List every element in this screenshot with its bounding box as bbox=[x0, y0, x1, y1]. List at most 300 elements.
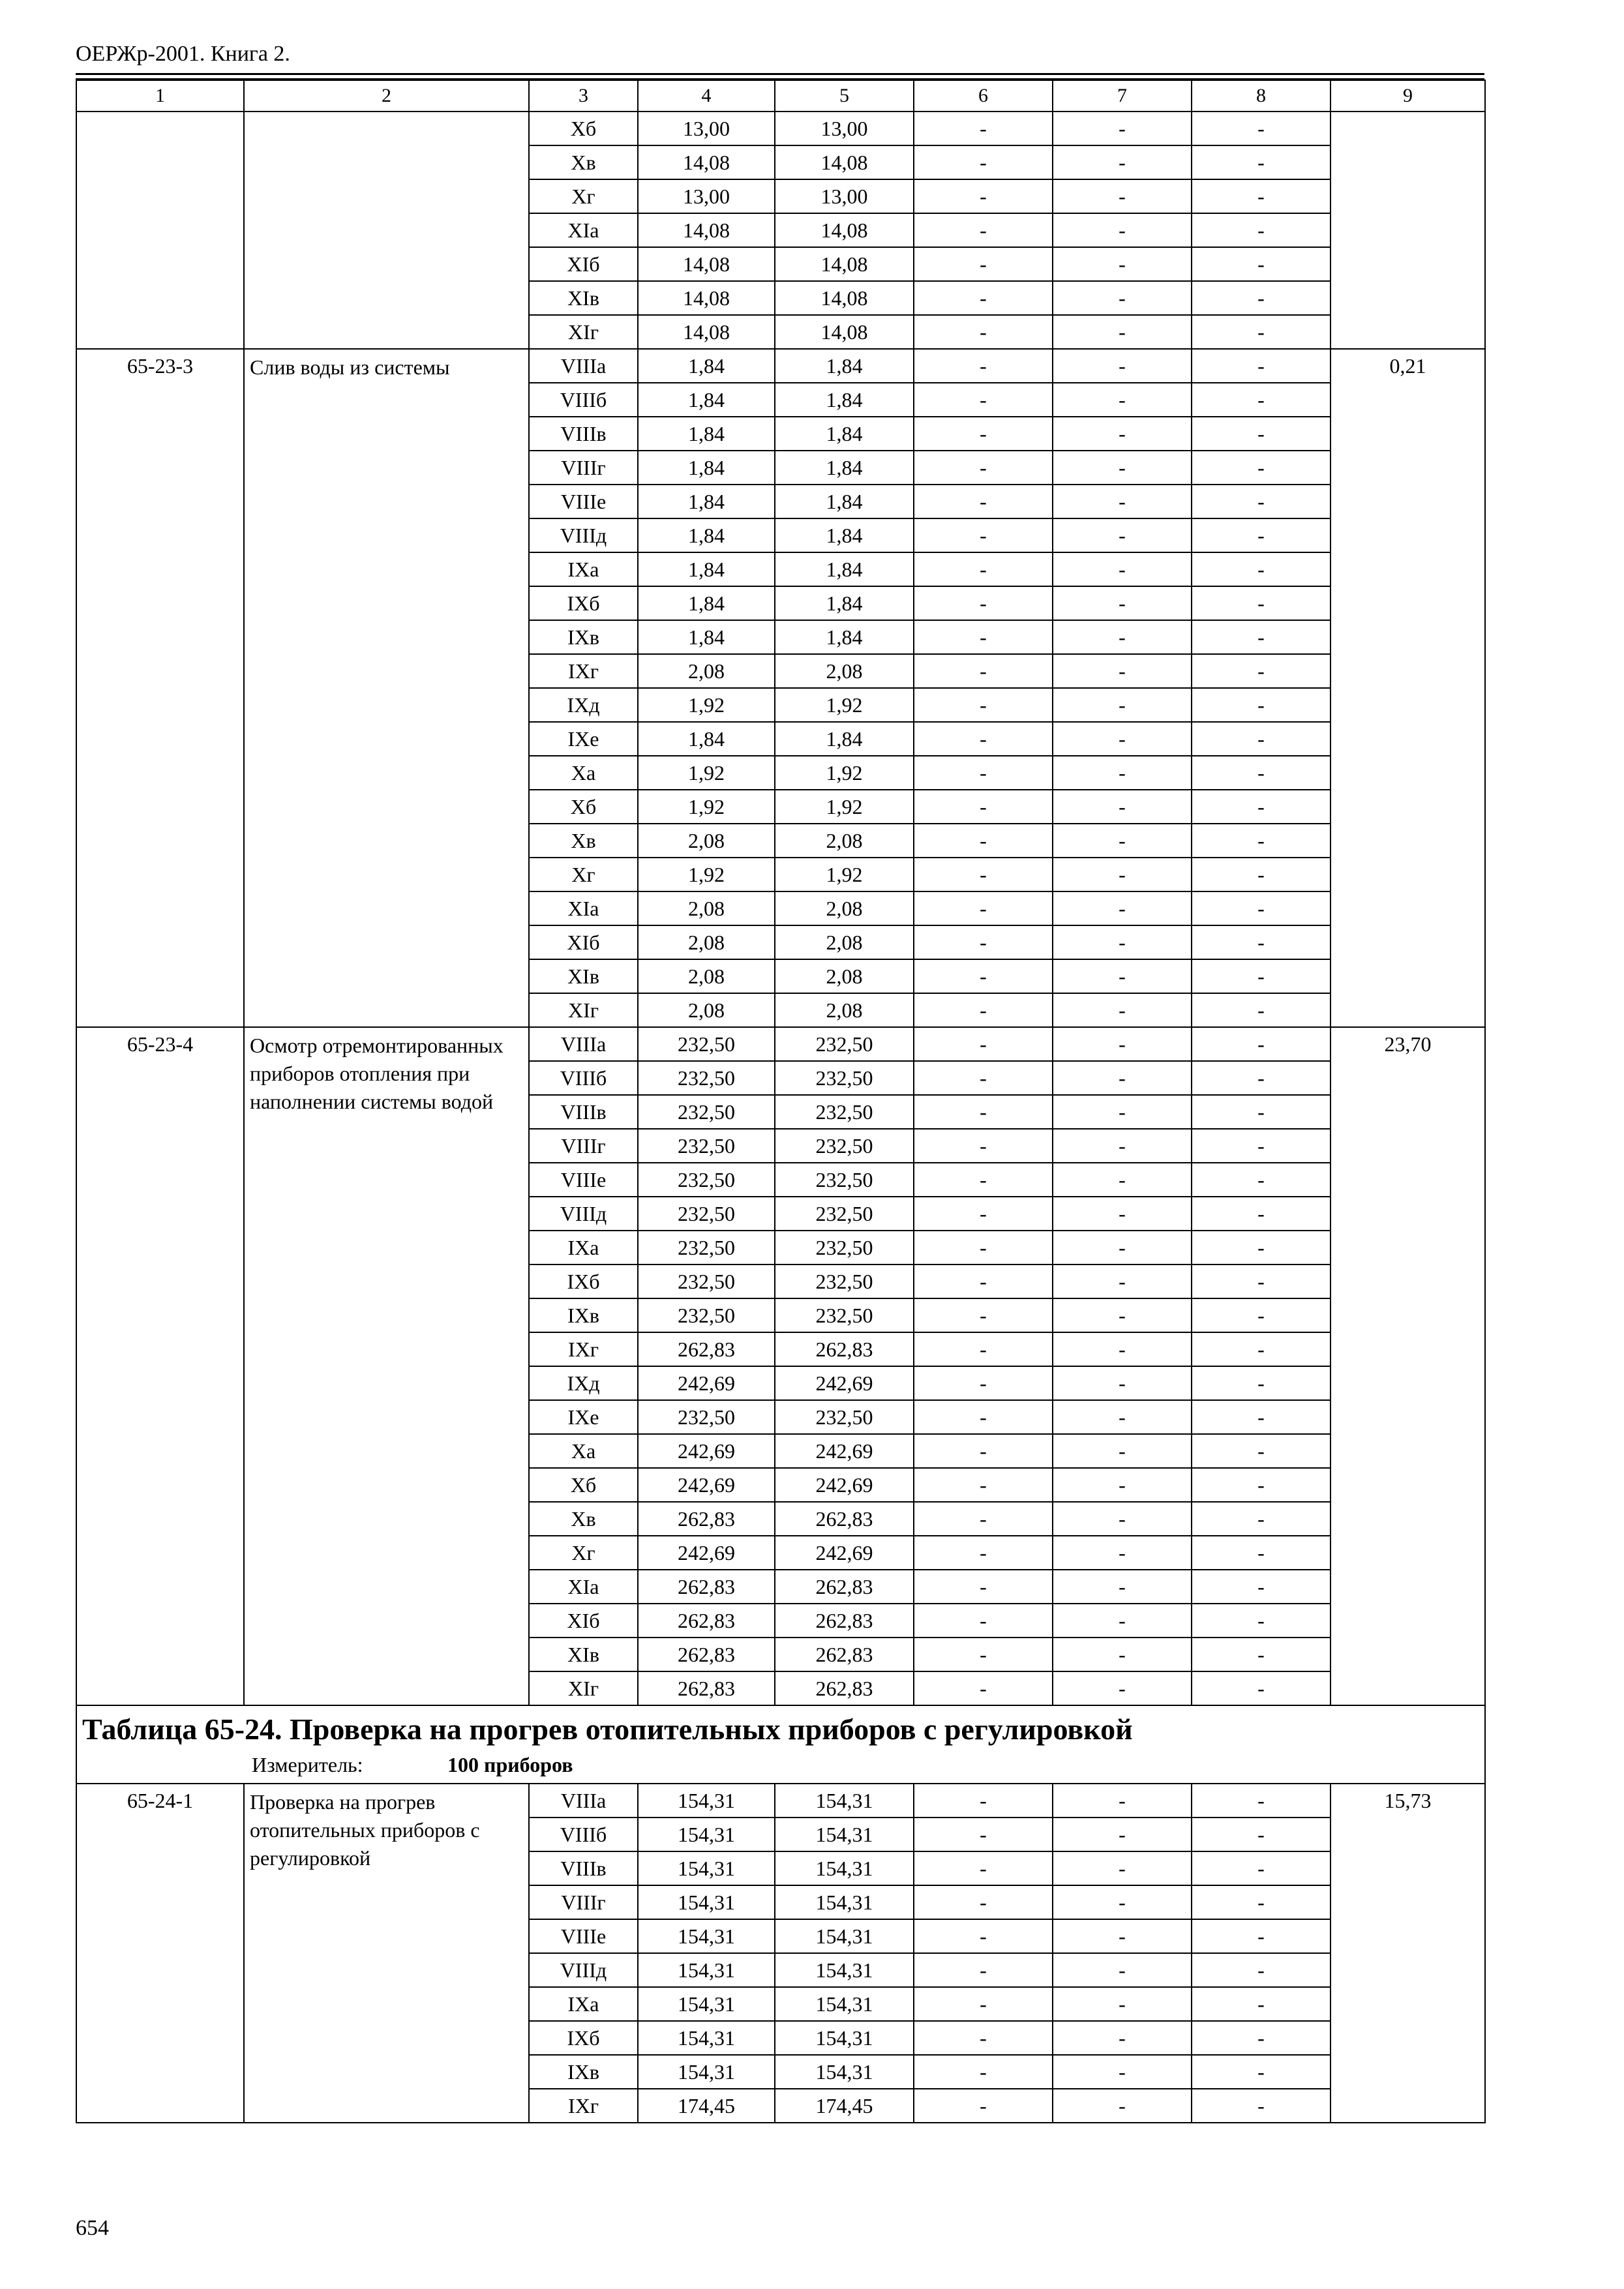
territory-zone: VIIIе bbox=[529, 485, 638, 518]
machinist-wages: - bbox=[1053, 620, 1192, 654]
machine-cost: - bbox=[914, 281, 1053, 315]
machine-cost: - bbox=[914, 756, 1053, 790]
wages: 154,31 bbox=[775, 2021, 914, 2055]
wages: 1,92 bbox=[775, 858, 914, 891]
machine-cost: - bbox=[914, 790, 1053, 824]
machinist-wages: - bbox=[1053, 654, 1192, 688]
direct-cost: 14,08 bbox=[638, 145, 775, 179]
machinist-wages: - bbox=[1053, 1197, 1192, 1231]
territory-zone: VIIIе bbox=[529, 1163, 638, 1197]
machine-cost: - bbox=[914, 1264, 1053, 1298]
territory-zone: VIIIа bbox=[529, 1027, 638, 1061]
materials-cost: - bbox=[1192, 1264, 1331, 1298]
machine-cost: - bbox=[914, 1434, 1053, 1468]
machinist-wages: - bbox=[1053, 518, 1192, 552]
direct-cost: 1,84 bbox=[638, 485, 775, 518]
machinist-wages: - bbox=[1053, 1231, 1192, 1264]
machine-cost: - bbox=[914, 247, 1053, 281]
territory-zone: XIа bbox=[529, 213, 638, 247]
territory-zone: IXб bbox=[529, 1264, 638, 1298]
territory-zone: XIа bbox=[529, 1570, 638, 1604]
territory-zone: XIб bbox=[529, 1604, 638, 1638]
materials-cost: - bbox=[1192, 1129, 1331, 1163]
machinist-wages: - bbox=[1053, 688, 1192, 722]
territory-zone: IXб bbox=[529, 586, 638, 620]
wages: 1,84 bbox=[775, 620, 914, 654]
direct-cost: 154,31 bbox=[638, 1987, 775, 2021]
wages: 1,92 bbox=[775, 756, 914, 790]
machinist-wages: - bbox=[1053, 1027, 1192, 1061]
direct-cost: 2,08 bbox=[638, 925, 775, 959]
materials-cost: - bbox=[1192, 688, 1331, 722]
wages: 154,31 bbox=[775, 1784, 914, 1818]
materials-cost: - bbox=[1192, 586, 1331, 620]
machinist-wages: - bbox=[1053, 1061, 1192, 1095]
page-header: ОЕРЖр-2001. Книга 2. bbox=[76, 42, 290, 66]
wages: 14,08 bbox=[775, 247, 914, 281]
wages: 1,84 bbox=[775, 552, 914, 586]
materials-cost: - bbox=[1192, 824, 1331, 858]
machine-cost: - bbox=[914, 485, 1053, 518]
materials-cost: - bbox=[1192, 1027, 1331, 1061]
materials-cost: - bbox=[1192, 451, 1331, 485]
territory-zone: XIа bbox=[529, 891, 638, 925]
territory-zone: VIIIа bbox=[529, 1784, 638, 1818]
wages: 13,00 bbox=[775, 112, 914, 145]
wages: 232,50 bbox=[775, 1129, 914, 1163]
wages: 1,84 bbox=[775, 518, 914, 552]
machine-cost: - bbox=[914, 1604, 1053, 1638]
territory-zone: VIIIб bbox=[529, 1818, 638, 1851]
machine-cost: - bbox=[914, 1231, 1053, 1264]
wages: 232,50 bbox=[775, 1095, 914, 1129]
machinist-wages: - bbox=[1053, 1264, 1192, 1298]
wages: 154,31 bbox=[775, 1987, 914, 2021]
territory-zone: IXе bbox=[529, 1400, 638, 1434]
column-number: 6 bbox=[914, 80, 1053, 112]
territory-zone: XIв bbox=[529, 959, 638, 993]
direct-cost: 262,83 bbox=[638, 1671, 775, 1705]
machinist-wages: - bbox=[1053, 485, 1192, 518]
direct-cost: 232,50 bbox=[638, 1264, 775, 1298]
materials-cost: - bbox=[1192, 247, 1331, 281]
machine-cost: - bbox=[914, 1332, 1053, 1366]
direct-cost: 232,50 bbox=[638, 1197, 775, 1231]
direct-cost: 2,08 bbox=[638, 824, 775, 858]
column-number-row bbox=[76, 80, 1485, 112]
territory-zone: VIIIб bbox=[529, 383, 638, 417]
machine-cost: - bbox=[914, 1570, 1053, 1604]
machine-cost: - bbox=[914, 349, 1053, 383]
machine-cost: - bbox=[914, 179, 1053, 213]
materials-cost: - bbox=[1192, 2089, 1331, 2123]
territory-zone: VIIIд bbox=[529, 1953, 638, 1987]
machinist-wages: - bbox=[1053, 959, 1192, 993]
column-number: 8 bbox=[1192, 80, 1331, 112]
wages: 2,08 bbox=[775, 654, 914, 688]
materials-cost: - bbox=[1192, 315, 1331, 349]
direct-cost: 1,84 bbox=[638, 518, 775, 552]
machine-cost: - bbox=[914, 315, 1053, 349]
materials-cost: - bbox=[1192, 1638, 1331, 1671]
direct-cost: 2,08 bbox=[638, 891, 775, 925]
materials-cost: - bbox=[1192, 756, 1331, 790]
machine-cost: - bbox=[914, 1818, 1053, 1851]
territory-zone: Xб bbox=[529, 1468, 638, 1502]
wages: 14,08 bbox=[775, 315, 914, 349]
territory-zone: VIIIа bbox=[529, 349, 638, 383]
machine-cost: - bbox=[914, 112, 1053, 145]
machine-cost: - bbox=[914, 688, 1053, 722]
direct-cost: 232,50 bbox=[638, 1400, 775, 1434]
direct-cost: 14,08 bbox=[638, 247, 775, 281]
territory-zone: VIIIг bbox=[529, 1129, 638, 1163]
machinist-wages: - bbox=[1053, 315, 1192, 349]
column-number: 2 bbox=[244, 80, 529, 112]
territory-zone: Xв bbox=[529, 824, 638, 858]
materials-cost: - bbox=[1192, 1536, 1331, 1570]
territory-zone: Xа bbox=[529, 756, 638, 790]
materials-cost: - bbox=[1192, 959, 1331, 993]
rate-code: 65-23-4 bbox=[76, 1027, 244, 1705]
territory-zone: XIв bbox=[529, 281, 638, 315]
machine-cost: - bbox=[914, 1366, 1053, 1400]
direct-cost: 1,84 bbox=[638, 722, 775, 756]
column-number: 3 bbox=[529, 80, 638, 112]
territory-zone: VIIIе bbox=[529, 1919, 638, 1953]
materials-cost: - bbox=[1192, 1570, 1331, 1604]
column-number: 4 bbox=[638, 80, 775, 112]
materials-cost: - bbox=[1192, 1434, 1331, 1468]
direct-cost: 242,69 bbox=[638, 1536, 775, 1570]
machinist-wages: - bbox=[1053, 586, 1192, 620]
territory-zone: IXе bbox=[529, 722, 638, 756]
page-number: 654 bbox=[76, 2216, 109, 2240]
wages: 14,08 bbox=[775, 213, 914, 247]
territory-zone: VIIIб bbox=[529, 1061, 638, 1095]
territory-zone: Xа bbox=[529, 1434, 638, 1468]
materials-cost: - bbox=[1192, 2021, 1331, 2055]
wages: 232,50 bbox=[775, 1163, 914, 1197]
territory-zone: VIIIд bbox=[529, 518, 638, 552]
wages: 2,08 bbox=[775, 959, 914, 993]
machinist-wages: - bbox=[1053, 1818, 1192, 1851]
direct-cost: 242,69 bbox=[638, 1434, 775, 1468]
direct-cost: 154,31 bbox=[638, 1953, 775, 1987]
machine-cost: - bbox=[914, 1502, 1053, 1536]
materials-cost: - bbox=[1192, 1818, 1331, 1851]
column-number: 7 bbox=[1053, 80, 1192, 112]
direct-cost: 154,31 bbox=[638, 1818, 775, 1851]
direct-cost: 154,31 bbox=[638, 1919, 775, 1953]
materials-cost: - bbox=[1192, 383, 1331, 417]
machine-cost: - bbox=[914, 1987, 1053, 2021]
machine-cost: - bbox=[914, 586, 1053, 620]
territory-zone: IXг bbox=[529, 654, 638, 688]
materials-cost: - bbox=[1192, 790, 1331, 824]
materials-cost: - bbox=[1192, 925, 1331, 959]
machinist-wages: - bbox=[1053, 2021, 1192, 2055]
machinist-wages: - bbox=[1053, 1919, 1192, 1953]
materials-cost: - bbox=[1192, 1502, 1331, 1536]
wages: 262,83 bbox=[775, 1604, 914, 1638]
territory-zone: VIIIв bbox=[529, 417, 638, 451]
machinist-wages: - bbox=[1053, 1851, 1192, 1885]
territory-zone: XIб bbox=[529, 925, 638, 959]
machine-cost: - bbox=[914, 1851, 1053, 1885]
machine-cost: - bbox=[914, 1885, 1053, 1919]
direct-cost: 154,31 bbox=[638, 2055, 775, 2089]
materials-cost: - bbox=[1192, 1332, 1331, 1366]
materials-cost: - bbox=[1192, 1468, 1331, 1502]
table-row bbox=[76, 349, 1485, 383]
territory-zone: VIIIв bbox=[529, 1851, 638, 1885]
wages: 2,08 bbox=[775, 925, 914, 959]
table-heading bbox=[76, 1705, 1485, 1784]
materials-cost: - bbox=[1192, 1784, 1331, 1818]
machinist-wages: - bbox=[1053, 824, 1192, 858]
machine-cost: - bbox=[914, 959, 1053, 993]
rates-table-body bbox=[76, 80, 1485, 2123]
territory-zone: IXа bbox=[529, 1987, 638, 2021]
materials-cost: - bbox=[1192, 2055, 1331, 2089]
materials-cost: - bbox=[1192, 1851, 1331, 1885]
machine-cost: - bbox=[914, 1536, 1053, 1570]
direct-cost: 2,08 bbox=[638, 654, 775, 688]
machine-cost: - bbox=[914, 722, 1053, 756]
wages: 242,69 bbox=[775, 1536, 914, 1570]
territory-zone: XIг bbox=[529, 315, 638, 349]
wages: 154,31 bbox=[775, 1851, 914, 1885]
machine-cost: - bbox=[914, 891, 1053, 925]
materials-cost: - bbox=[1192, 722, 1331, 756]
materials-cost: - bbox=[1192, 1987, 1331, 2021]
machinist-wages: - bbox=[1053, 1671, 1192, 1705]
machine-cost: - bbox=[914, 925, 1053, 959]
direct-cost: 174,45 bbox=[638, 2089, 775, 2123]
rate-description: Слив воды из системы bbox=[244, 349, 529, 1027]
direct-cost: 232,50 bbox=[638, 1027, 775, 1061]
direct-cost: 154,31 bbox=[638, 1851, 775, 1885]
machine-cost: - bbox=[914, 1129, 1053, 1163]
territory-zone: Xг bbox=[529, 1536, 638, 1570]
rate-description bbox=[244, 112, 529, 349]
machinist-wages: - bbox=[1053, 1987, 1192, 2021]
territory-zone: Xг bbox=[529, 179, 638, 213]
direct-cost: 1,84 bbox=[638, 417, 775, 451]
territory-zone: Xб bbox=[529, 790, 638, 824]
labor-indicator: 15,73 bbox=[1331, 1784, 1485, 2123]
machine-cost: - bbox=[914, 1468, 1053, 1502]
table-row bbox=[76, 1784, 1485, 1818]
table-heading-row bbox=[76, 1705, 1485, 1784]
direct-cost: 262,83 bbox=[638, 1332, 775, 1366]
machinist-wages: - bbox=[1053, 1570, 1192, 1604]
materials-cost: - bbox=[1192, 1953, 1331, 1987]
wages: 1,92 bbox=[775, 790, 914, 824]
territory-zone: XIг bbox=[529, 1671, 638, 1705]
machinist-wages: - bbox=[1053, 1163, 1192, 1197]
rates-table bbox=[76, 80, 1486, 2123]
machine-cost: - bbox=[914, 552, 1053, 586]
machinist-wages: - bbox=[1053, 1953, 1192, 1987]
materials-cost: - bbox=[1192, 213, 1331, 247]
machinist-wages: - bbox=[1053, 1604, 1192, 1638]
territory-zone: IXб bbox=[529, 2021, 638, 2055]
materials-cost: - bbox=[1192, 1366, 1331, 1400]
machinist-wages: - bbox=[1053, 1129, 1192, 1163]
table-row bbox=[76, 1027, 1485, 1061]
direct-cost: 1,92 bbox=[638, 688, 775, 722]
machine-cost: - bbox=[914, 213, 1053, 247]
materials-cost: - bbox=[1192, 179, 1331, 213]
machinist-wages: - bbox=[1053, 1638, 1192, 1671]
direct-cost: 154,31 bbox=[638, 1784, 775, 1818]
wages: 1,84 bbox=[775, 485, 914, 518]
direct-cost: 262,83 bbox=[638, 1604, 775, 1638]
machinist-wages: - bbox=[1053, 891, 1192, 925]
wages: 1,84 bbox=[775, 451, 914, 485]
territory-zone: XIв bbox=[529, 1638, 638, 1671]
wages: 232,50 bbox=[775, 1264, 914, 1298]
direct-cost: 14,08 bbox=[638, 315, 775, 349]
wages: 154,31 bbox=[775, 1919, 914, 1953]
labor-indicator: 0,21 bbox=[1331, 349, 1485, 1027]
territory-zone: IXв bbox=[529, 2055, 638, 2089]
direct-cost: 1,92 bbox=[638, 756, 775, 790]
wages: 1,84 bbox=[775, 349, 914, 383]
machine-cost: - bbox=[914, 1671, 1053, 1705]
wages: 154,31 bbox=[775, 1953, 914, 1987]
materials-cost: - bbox=[1192, 654, 1331, 688]
machinist-wages: - bbox=[1053, 1536, 1192, 1570]
column-number: 1 bbox=[76, 80, 244, 112]
machinist-wages: - bbox=[1053, 281, 1192, 315]
wages: 1,92 bbox=[775, 688, 914, 722]
machine-cost: - bbox=[914, 1027, 1053, 1061]
wages: 154,31 bbox=[775, 1885, 914, 1919]
wages: 154,31 bbox=[775, 1818, 914, 1851]
machinist-wages: - bbox=[1053, 1095, 1192, 1129]
rate-description: Проверка на прогрев отопительных приборов с регулировкой bbox=[244, 1784, 529, 2123]
territory-zone: IXг bbox=[529, 1332, 638, 1366]
wages: 1,84 bbox=[775, 722, 914, 756]
direct-cost: 13,00 bbox=[638, 179, 775, 213]
rate-code bbox=[76, 112, 244, 349]
machinist-wages: - bbox=[1053, 1502, 1192, 1536]
wages: 232,50 bbox=[775, 1061, 914, 1095]
rate-description: Осмотр отремонтированных приборов отопления при наполнении системы водой bbox=[244, 1027, 529, 1705]
machinist-wages: - bbox=[1053, 1332, 1192, 1366]
territory-zone: Xг bbox=[529, 858, 638, 891]
wages: 1,84 bbox=[775, 586, 914, 620]
wages: 13,00 bbox=[775, 179, 914, 213]
materials-cost: - bbox=[1192, 485, 1331, 518]
machinist-wages: - bbox=[1053, 213, 1192, 247]
materials-cost: - bbox=[1192, 1095, 1331, 1129]
machinist-wages: - bbox=[1053, 1366, 1192, 1400]
materials-cost: - bbox=[1192, 281, 1331, 315]
materials-cost: - bbox=[1192, 1231, 1331, 1264]
territory-zone: VIIIг bbox=[529, 1885, 638, 1919]
machine-cost: - bbox=[914, 518, 1053, 552]
machinist-wages: - bbox=[1053, 451, 1192, 485]
machinist-wages: - bbox=[1053, 417, 1192, 451]
materials-cost: - bbox=[1192, 1298, 1331, 1332]
machine-cost: - bbox=[914, 1784, 1053, 1818]
direct-cost: 232,50 bbox=[638, 1231, 775, 1264]
table-row bbox=[76, 112, 1485, 145]
materials-cost: - bbox=[1192, 1885, 1331, 1919]
labor-indicator: 23,70 bbox=[1331, 1027, 1485, 1705]
machine-cost: - bbox=[914, 1400, 1053, 1434]
materials-cost: - bbox=[1192, 112, 1331, 145]
materials-cost: - bbox=[1192, 1400, 1331, 1434]
labor-indicator bbox=[1331, 112, 1485, 349]
machinist-wages: - bbox=[1053, 993, 1192, 1027]
territory-zone: VIIIг bbox=[529, 451, 638, 485]
machinist-wages: - bbox=[1053, 790, 1192, 824]
machinist-wages: - bbox=[1053, 1784, 1192, 1818]
direct-cost: 232,50 bbox=[638, 1061, 775, 1095]
wages: 14,08 bbox=[775, 145, 914, 179]
direct-cost: 262,83 bbox=[638, 1638, 775, 1671]
meter-line bbox=[82, 1752, 1479, 1778]
machinist-wages: - bbox=[1053, 858, 1192, 891]
materials-cost: - bbox=[1192, 1197, 1331, 1231]
machine-cost: - bbox=[914, 2021, 1053, 2055]
wages: 1,84 bbox=[775, 417, 914, 451]
machine-cost: - bbox=[914, 1298, 1053, 1332]
machinist-wages: - bbox=[1053, 1400, 1192, 1434]
machine-cost: - bbox=[914, 1061, 1053, 1095]
machinist-wages: - bbox=[1053, 722, 1192, 756]
direct-cost: 154,31 bbox=[638, 2021, 775, 2055]
direct-cost: 2,08 bbox=[638, 993, 775, 1027]
wages: 242,69 bbox=[775, 1366, 914, 1400]
column-number: 9 bbox=[1331, 80, 1485, 112]
direct-cost: 262,83 bbox=[638, 1570, 775, 1604]
machine-cost: - bbox=[914, 451, 1053, 485]
wages: 2,08 bbox=[775, 993, 914, 1027]
machine-cost: - bbox=[914, 824, 1053, 858]
machine-cost: - bbox=[914, 417, 1053, 451]
machine-cost: - bbox=[914, 2089, 1053, 2123]
materials-cost: - bbox=[1192, 1061, 1331, 1095]
territory-zone: Xв bbox=[529, 145, 638, 179]
machine-cost: - bbox=[914, 1919, 1053, 1953]
direct-cost: 1,84 bbox=[638, 383, 775, 417]
direct-cost: 14,08 bbox=[638, 213, 775, 247]
materials-cost: - bbox=[1192, 518, 1331, 552]
wages: 262,83 bbox=[775, 1671, 914, 1705]
wages: 262,83 bbox=[775, 1502, 914, 1536]
machine-cost: - bbox=[914, 2055, 1053, 2089]
direct-cost: 262,83 bbox=[638, 1502, 775, 1536]
materials-cost: - bbox=[1192, 891, 1331, 925]
machine-cost: - bbox=[914, 1163, 1053, 1197]
machine-cost: - bbox=[914, 1953, 1053, 1987]
machine-cost: - bbox=[914, 1197, 1053, 1231]
direct-cost: 1,92 bbox=[638, 790, 775, 824]
materials-cost: - bbox=[1192, 1163, 1331, 1197]
direct-cost: 232,50 bbox=[638, 1129, 775, 1163]
wages: 262,83 bbox=[775, 1638, 914, 1671]
materials-cost: - bbox=[1192, 1919, 1331, 1953]
machinist-wages: - bbox=[1053, 1468, 1192, 1502]
materials-cost: - bbox=[1192, 1671, 1331, 1705]
territory-zone: IXв bbox=[529, 1298, 638, 1332]
